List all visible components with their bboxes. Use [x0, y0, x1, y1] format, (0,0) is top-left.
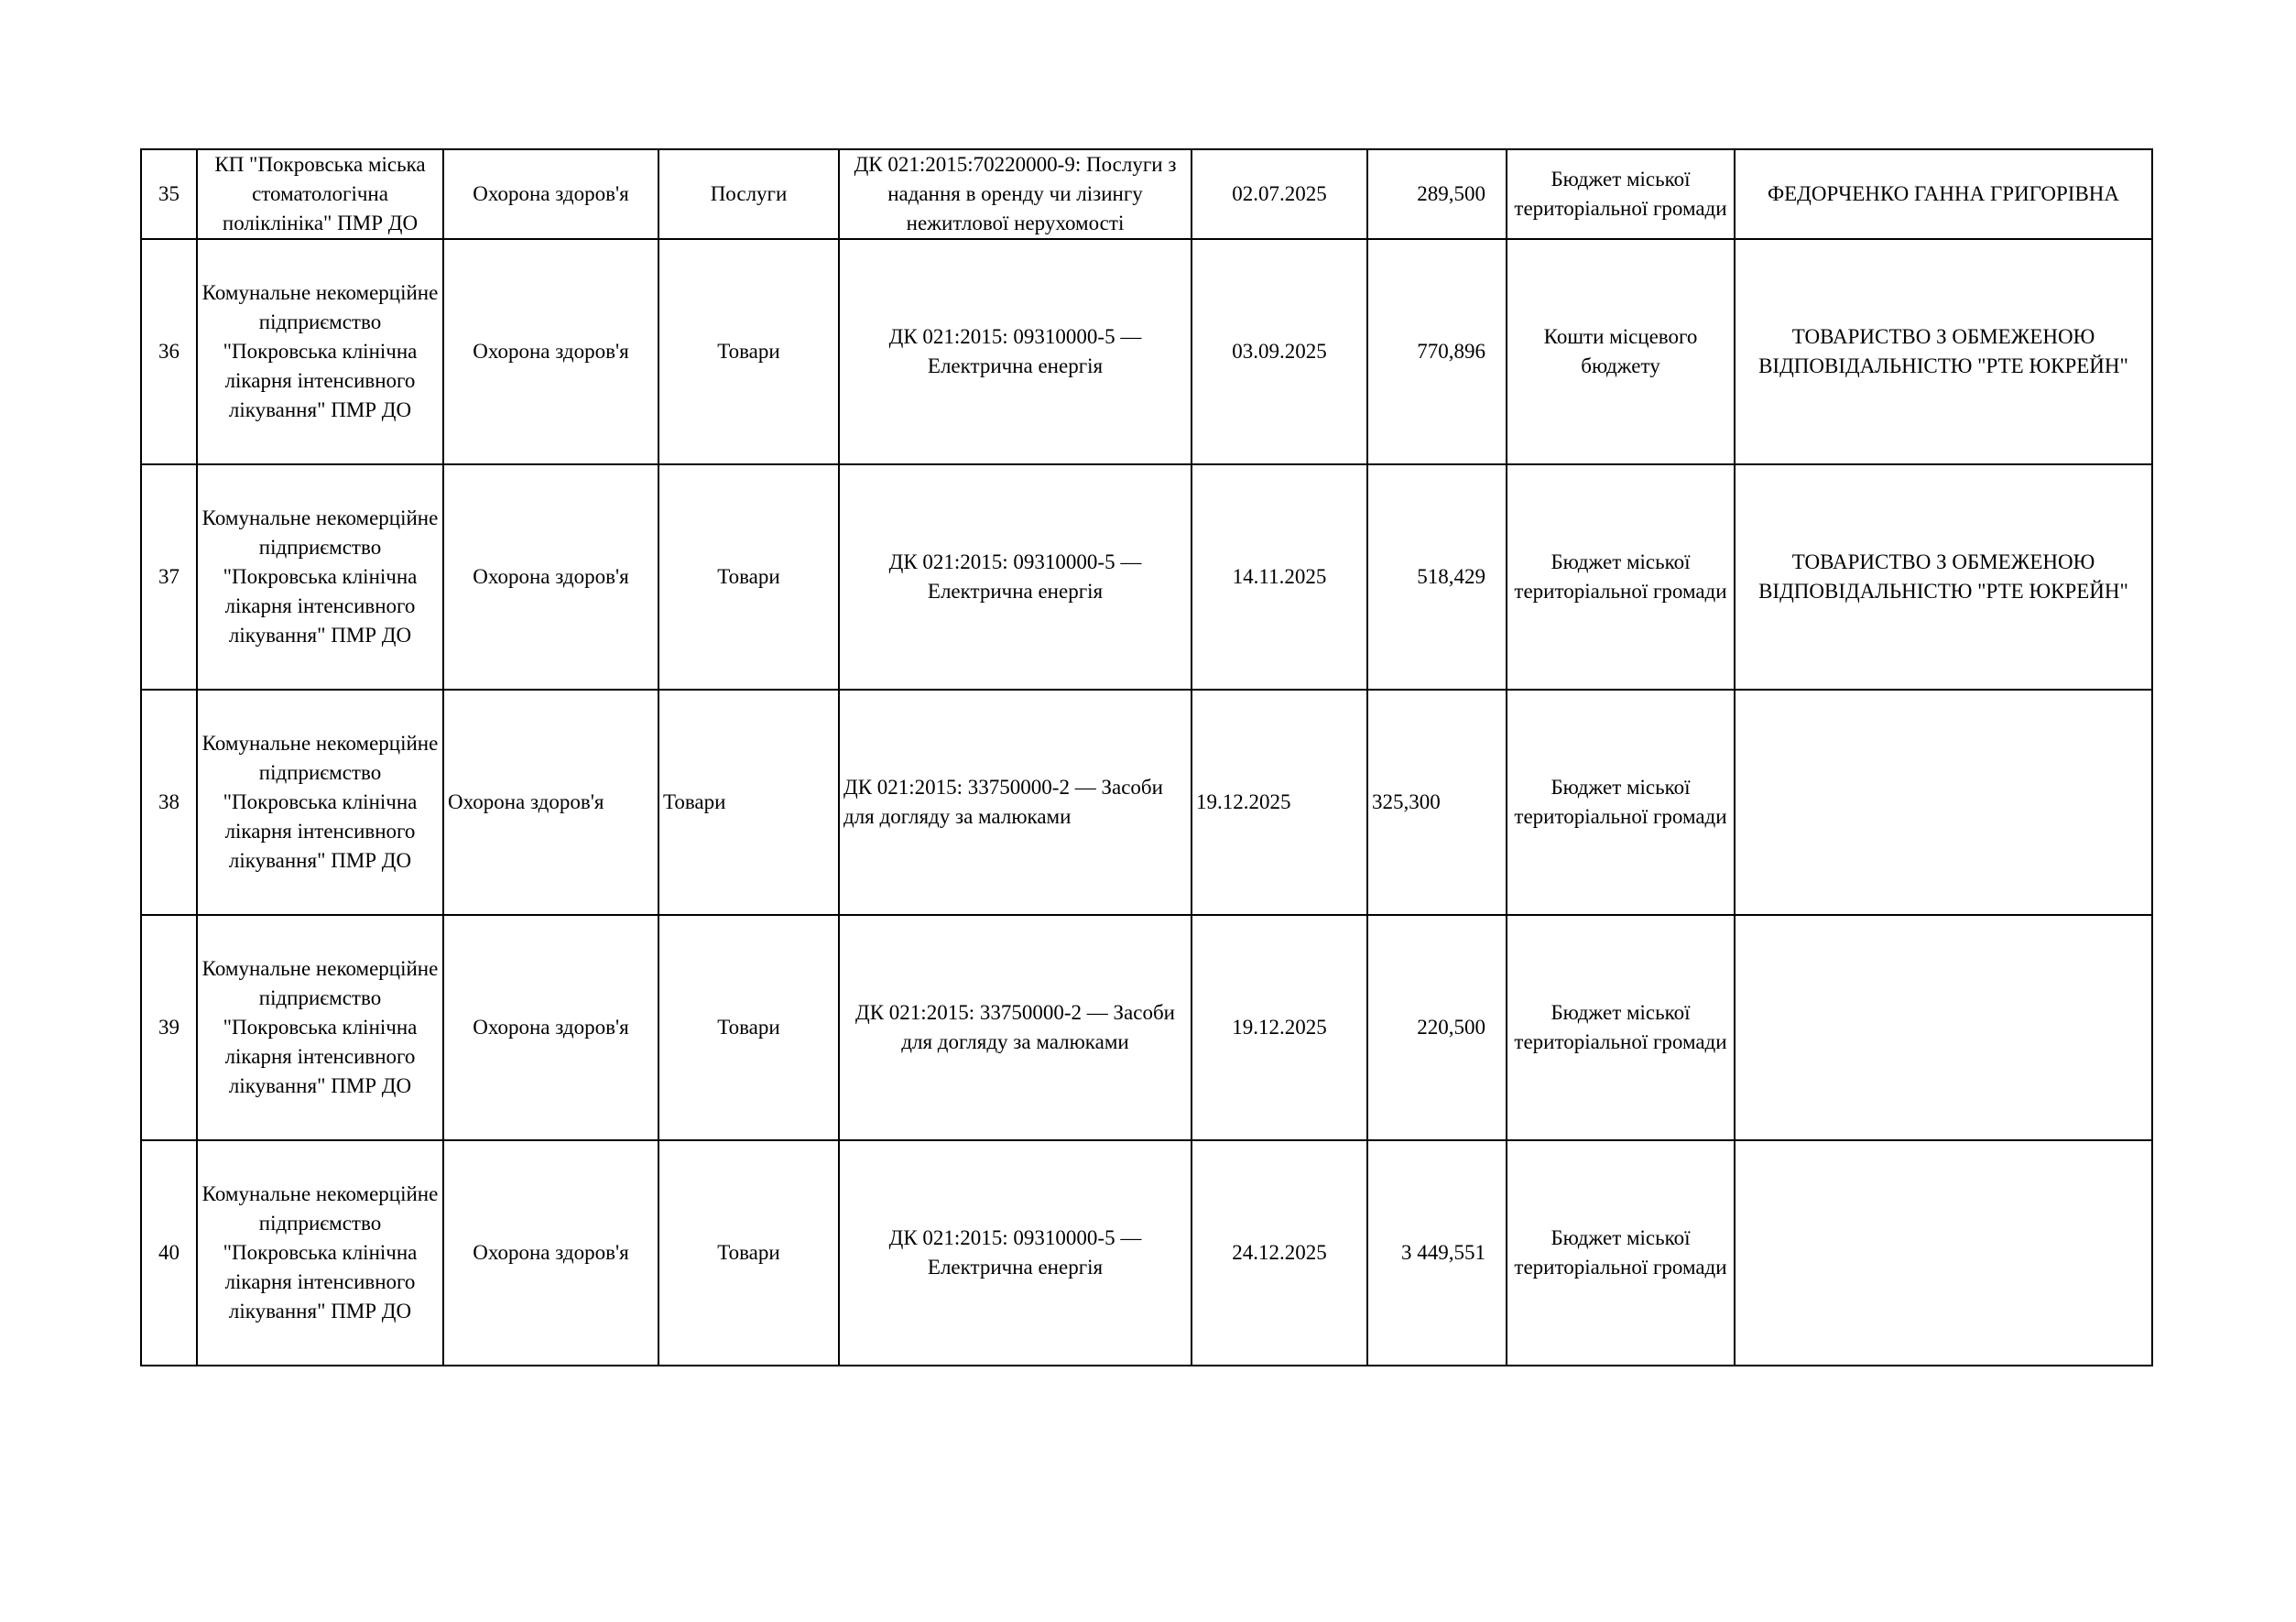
supplier-cell: ТОВАРИСТВО З ОБМЕЖЕНОЮ ВІДПОВІДАЛЬНІСТЮ "РТЕ ЮКРЕЙН" — [1735, 464, 2152, 690]
date-cell: 19.12.2025 — [1192, 690, 1367, 915]
procurement-type-cell: Товари — [658, 239, 839, 464]
amount-cell: 770,896 — [1367, 239, 1507, 464]
funding-source-cell: Бюджет міської територіальної громади — [1507, 915, 1735, 1140]
procurement-type-cell: Товари — [658, 915, 839, 1140]
cpv-code-cell: ДК 021:2015: 09310000-5 — Електрична енергія — [839, 1140, 1192, 1366]
customer-cell: Комунальне некомерційне підприємство "Покровська клінічна лікарня інтенсивного лікування" ПМР ДО — [197, 239, 443, 464]
amount-cell: 3 449,551 — [1367, 1140, 1507, 1366]
cpv-code-cell: ДК 021:2015: 09310000-5 — Електрична енергія — [839, 239, 1192, 464]
customer-cell: Комунальне некомерційне підприємство "Покровська клінічна лікарня інтенсивного лікування" ПМР ДО — [197, 915, 443, 1140]
funding-source-cell: Бюджет міської територіальної громади — [1507, 149, 1735, 239]
table-row — [141, 464, 2152, 690]
row-number: 39 — [141, 915, 197, 1140]
sector-cell: Охорона здоров'я — [443, 690, 658, 915]
row-number: 40 — [141, 1140, 197, 1366]
funding-source-cell: Бюджет міської територіальної громади — [1507, 1140, 1735, 1366]
table-row — [141, 690, 2152, 915]
row-number: 37 — [141, 464, 197, 690]
customer-cell: КП "Покровська міська стоматологічна поліклініка" ПМР ДО — [197, 149, 443, 239]
procurement-type-cell: Послуги — [658, 149, 839, 239]
row-number: 36 — [141, 239, 197, 464]
date-cell: 14.11.2025 — [1192, 464, 1367, 690]
amount-cell: 518,429 — [1367, 464, 1507, 690]
customer-cell: Комунальне некомерційне підприємство "Покровська клінічна лікарня інтенсивного лікування" ПМР ДО — [197, 1140, 443, 1366]
sector-cell: Охорона здоров'я — [443, 1140, 658, 1366]
supplier-cell — [1735, 1140, 2152, 1366]
cpv-code-cell: ДК 021:2015: 33750000-2 — Засоби для догляду за малюками — [839, 690, 1192, 915]
amount-cell: 220,500 — [1367, 915, 1507, 1140]
cpv-code-cell: ДК 021:2015: 33750000-2 — Засоби для догляду за малюками — [839, 915, 1192, 1140]
supplier-cell — [1735, 915, 2152, 1140]
funding-source-cell: Кошти місцевого бюджету — [1507, 239, 1735, 464]
date-cell: 02.07.2025 — [1192, 149, 1367, 239]
procurement-type-cell: Товари — [658, 690, 839, 915]
funding-source-cell: Бюджет міської територіальної громади — [1507, 690, 1735, 915]
date-cell: 19.12.2025 — [1192, 915, 1367, 1140]
procurement-type-cell: Товари — [658, 1140, 839, 1366]
date-cell: 03.09.2025 — [1192, 239, 1367, 464]
row-number: 35 — [141, 149, 197, 239]
cpv-code-cell: ДК 021:2015:70220000-9: Послуги з надання в оренду чи лізингу нежитлової нерухомості — [839, 149, 1192, 239]
cpv-code-cell: ДК 021:2015: 09310000-5 — Електрична енергія — [839, 464, 1192, 690]
procurement-type-cell: Товари — [658, 464, 839, 690]
row-number: 38 — [141, 690, 197, 915]
sector-cell: Охорона здоров'я — [443, 149, 658, 239]
sector-cell: Охорона здоров'я — [443, 239, 658, 464]
procurement-table — [140, 148, 2153, 1366]
supplier-cell: ТОВАРИСТВО З ОБМЕЖЕНОЮ ВІДПОВІДАЛЬНІСТЮ "РТЕ ЮКРЕЙН" — [1735, 239, 2152, 464]
customer-cell: Комунальне некомерційне підприємство "Покровська клінічна лікарня інтенсивного лікування" ПМР ДО — [197, 690, 443, 915]
supplier-cell: ФЕДОРЧЕНКО ГАННА ГРИГОРІВНА — [1735, 149, 2152, 239]
amount-cell: 289,500 — [1367, 149, 1507, 239]
table-row — [141, 915, 2152, 1140]
amount-cell: 325,300 — [1367, 690, 1507, 915]
funding-source-cell: Бюджет міської територіальної громади — [1507, 464, 1735, 690]
sector-cell: Охорона здоров'я — [443, 915, 658, 1140]
table-row — [141, 239, 2152, 464]
customer-cell: Комунальне некомерційне підприємство "Покровська клінічна лікарня інтенсивного лікування" ПМР ДО — [197, 464, 443, 690]
sector-cell: Охорона здоров'я — [443, 464, 658, 690]
date-cell: 24.12.2025 — [1192, 1140, 1367, 1366]
supplier-cell — [1735, 690, 2152, 915]
table-row — [141, 1140, 2152, 1366]
table-row — [141, 149, 2152, 239]
